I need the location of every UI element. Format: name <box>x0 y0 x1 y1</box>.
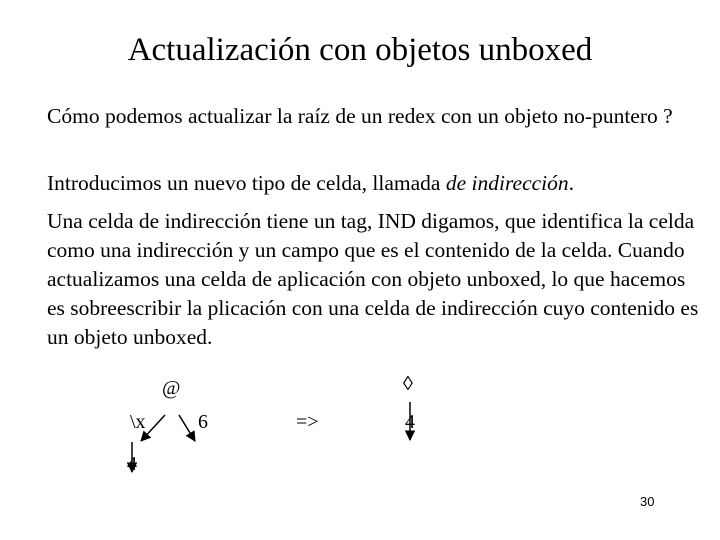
lambda-body-node: 4 <box>127 453 137 475</box>
rewrite-arrow: => <box>296 411 319 433</box>
paragraph-introduction-end: . <box>568 171 575 195</box>
argument-node: 6 <box>198 411 208 433</box>
paragraph-introduction-text: Introducimos un nuevo tipo de celda, llamada <box>47 171 446 195</box>
page-number: 30 <box>640 494 655 509</box>
paragraph-introduction <box>47 169 707 198</box>
edge-app-to-six <box>179 415 195 441</box>
indirection-term: de indirección <box>445 171 569 195</box>
indirection-content-node: 4 <box>405 411 415 433</box>
paragraph-question: Cómo podemos actualizar la raíz de un redex con un objeto no-puntero ? <box>47 104 673 128</box>
paragraph-explanation: Una celda de indirección tiene un tag, IND digamos, que identifica la celda como una indirección y un campo que es el contenido de la celda. Cuando actualizamos una celda de aplicación con objeto unboxed, lo que hacemos es sobreescribir la plicación con una celda de indirección cuyo contenido es un objeto unboxed. <box>47 209 699 349</box>
application-node: @ <box>162 377 181 399</box>
diagram-edges <box>0 360 720 480</box>
indirection-node: ◊ <box>403 373 413 395</box>
slide-title: Actualización con objetos unboxed <box>127 32 593 68</box>
graph-diagram <box>0 360 720 480</box>
lambda-node: \x <box>130 411 146 433</box>
